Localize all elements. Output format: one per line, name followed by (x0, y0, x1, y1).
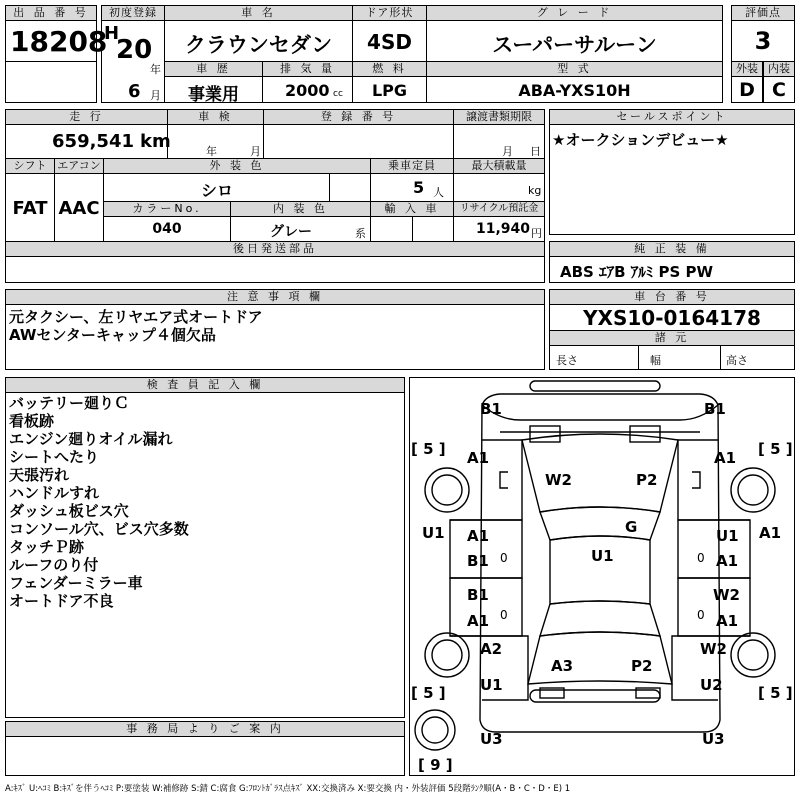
damage-a2-left-rear: A2 (480, 640, 503, 658)
chassis-number: YXS10-0164178 (583, 306, 761, 330)
damage-p2-hood: P2 (636, 471, 658, 489)
max-load-label: 最大積載量 (453, 158, 545, 174)
spare-tire-shape (415, 710, 455, 750)
damage-u2-right-quarter: U2 (700, 676, 723, 694)
damage-b1-front-right: B1 (704, 400, 726, 418)
damage-a1-fender-right: A1 (714, 449, 737, 467)
tire-fr-inner (738, 475, 768, 505)
month-unit: 月 (150, 89, 161, 102)
damage-p2-trunk: P2 (631, 657, 653, 675)
headlight-left (530, 426, 560, 442)
door-type: 4SD (367, 30, 412, 54)
era: H (104, 23, 120, 44)
car-name-label: 車 名 (164, 5, 353, 21)
inspector-line: ルーフのり付 (9, 556, 99, 574)
lot-number: 18208 (10, 25, 108, 58)
color-no: 040 (152, 221, 182, 237)
inspector-line: タッチＰ跡 (9, 538, 85, 556)
year-unit: 年 (150, 63, 161, 76)
history: 事業用 (188, 85, 239, 105)
office-label: 事 務 局 よ り ご 案 内 (5, 721, 405, 737)
ext-color: シロ (200, 181, 233, 200)
inspector-line: エンジン廻りオイル漏れ (9, 430, 173, 448)
front-bumper-shape (530, 381, 660, 391)
door-mark: 0 (697, 551, 705, 565)
inspector-line: シートへたり (9, 448, 100, 466)
transfer-label: 譲渡書類期限 (453, 109, 545, 125)
damage-w2-right-rear-door: W2 (713, 586, 740, 604)
damage-w2-right-rear: W2 (700, 640, 727, 658)
first-reg-label: 初度登録 (101, 5, 165, 21)
note-line: 元タクシー、左リヤエア式オートドア (9, 308, 263, 326)
grade: スーパーサルーン (492, 33, 657, 57)
sales-point: ★オークションデビュー★ (552, 131, 729, 149)
inspector-line: ダッシュ板ビス穴 (9, 502, 129, 520)
width-label: 幅 (650, 354, 661, 367)
damage-u1-right-front-door-upper: U1 (716, 527, 739, 545)
dims-label: 諸 元 (549, 330, 795, 346)
note-line: AWセンターキャップ４個欠品 (9, 326, 216, 344)
int-color: グレー (270, 224, 312, 240)
tire-tread-front-right: [ 5 ] (758, 440, 793, 458)
shift: FAT (12, 198, 48, 219)
damage-b1-front-left: B1 (480, 400, 502, 418)
recycle-label: リサイクル預託金 (453, 201, 545, 217)
damage-u3-rear-right: U3 (702, 730, 725, 748)
exterior-score: D (739, 79, 755, 101)
legend-text: A:ｷｽﾞ U:ﾍｺﾐ B:ｷｽﾞを伴うﾍｺﾐ P:要塗装 W:補修跡 S:錆 C:腐食 G:ﾌﾛﾝﾄｶﾞﾗｽ点ｷｽﾞ XX:交換済み X:要交換 内・外装評価 5段階ﾗﾝｸ順(A・B・C・D・E) 1 (5, 784, 571, 794)
mileage-label: 走 行 (5, 109, 168, 125)
transfer-day-unit: 日 (530, 145, 541, 158)
door-label: ドア形状 (352, 5, 427, 21)
inspector-line: オートドア不良 (9, 592, 114, 610)
ac-label: エアコン (54, 158, 104, 174)
car-name: クラウンセダン (184, 33, 333, 57)
inspector-line: バッテリー廻りＣ (9, 394, 130, 412)
damage-g-windshield: G (625, 518, 638, 536)
insp-year-unit: 年 (206, 145, 217, 158)
capacity: 5 (413, 178, 425, 197)
history-label: 車 歴 (164, 61, 263, 77)
sales-point-label: セールスポイント (549, 109, 795, 125)
displacement: 2000 (285, 81, 330, 100)
inspector-line: フェンダーミラー車 (9, 574, 143, 592)
damage-a1-right-outer: A1 (759, 524, 782, 542)
lot-number-label: 出 品 番 号 (5, 5, 97, 21)
capacity-label: 乗車定員 (370, 158, 454, 174)
inspector-line: ハンドルすれ (9, 484, 100, 502)
shift-label: シフト (5, 158, 55, 174)
ext-color-label: 外 装 色 (103, 158, 371, 174)
damage-b1-left-front-door: B1 (467, 552, 489, 570)
int-color-label: 内 装 色 (230, 201, 371, 217)
height-label: 高さ (726, 354, 748, 367)
right-front-door (678, 520, 750, 578)
damage-u3-rear-left: U3 (480, 730, 503, 748)
tire-tread-rear-right: [ 5 ] (758, 684, 793, 702)
damage-a1-right-rear-door: A1 (716, 612, 739, 630)
model: ABA-YXS10H (518, 81, 631, 100)
inspection-label: 車 検 (167, 109, 264, 125)
later-parts-label: 後日発送部品 (5, 241, 545, 257)
max-load-unit: kg (528, 184, 542, 197)
tire-tread-rear-left: [ 5 ] (411, 684, 446, 702)
score-label: 評価点 (731, 5, 795, 21)
damage-a3-trunk: A3 (551, 657, 574, 675)
damage-u1-left-quarter: U1 (480, 676, 503, 694)
color-no-label: カラーNo. (103, 201, 231, 217)
mirror-left (500, 472, 508, 488)
length-label: 長さ (556, 354, 578, 367)
mirror-right (692, 472, 700, 488)
damage-u1-roof: U1 (591, 547, 614, 565)
score: 3 (754, 27, 772, 55)
rear-bumper-shape (530, 690, 660, 702)
reg-year: 20 (116, 35, 153, 65)
fuel: LPG (371, 81, 408, 100)
inspector-line: コンソール穴、ビス穴多数 (9, 520, 189, 538)
damage-a1-fender-left: A1 (467, 449, 490, 467)
equipment: ABS ｴｱB ｱﾙﾐ PS PW (560, 263, 714, 281)
ac: AAC (58, 198, 100, 219)
recycle-unit: 円 (531, 227, 542, 240)
model-label: 型 式 (426, 61, 723, 77)
equipment-label: 純 正 装 備 (549, 241, 795, 257)
damage-a1-right-front-door: A1 (716, 552, 739, 570)
reg-no-label: 登 録 番 号 (263, 109, 454, 125)
inspector-line: 看板跡 (9, 412, 55, 430)
capacity-unit: 人 (433, 186, 444, 199)
tire-rl-inner (432, 640, 462, 670)
damage-w2-hood: W2 (545, 471, 572, 489)
tire-tread-front-left: [ 5 ] (411, 440, 446, 458)
mileage: 659,541 (52, 131, 134, 152)
damage-u1-left-side: U1 (422, 524, 445, 542)
interior-label: 内装 (763, 61, 795, 77)
damage-a1-left-rear-door: A1 (467, 612, 490, 630)
door-mark: 0 (500, 608, 508, 622)
recycle: 11,940 (475, 221, 530, 237)
inspector-label: 検 査 員 記 入 欄 (5, 377, 405, 393)
damage-a1-left-front-door: A1 (467, 527, 490, 545)
int-color-unit: 系 (355, 227, 366, 240)
fuel-label: 燃 料 (352, 61, 427, 77)
headlight-right (630, 426, 660, 442)
mileage-unit: km (140, 131, 171, 152)
insp-month-unit: 月 (250, 145, 261, 158)
windshield-shape (540, 507, 660, 540)
spare-tire-inner (422, 717, 448, 743)
door-mark: 0 (500, 551, 508, 565)
front-section (482, 405, 718, 432)
damage-b1-left-rear-door: B1 (467, 586, 489, 604)
transfer-month-unit: 月 (502, 145, 513, 158)
tire-tread-spare: [ 9 ] (418, 756, 453, 774)
door-mark: 0 (697, 608, 705, 622)
interior-score: C (772, 79, 786, 101)
import-label: 輸 入 車 (370, 201, 454, 217)
displacement-label: 排 気 量 (262, 61, 353, 77)
tire-fl-inner (432, 475, 462, 505)
chassis-label: 車 台 番 号 (549, 289, 795, 305)
rear-window-shape (540, 601, 660, 636)
inspector-line: 天張汚れ (9, 466, 70, 484)
reg-month: 6 (128, 81, 141, 102)
displacement-unit: cc (333, 89, 343, 99)
tire-rr-inner (738, 640, 768, 670)
notes-label: 注 意 事 項 欄 (5, 289, 545, 305)
grade-label: グ レ ー ド (426, 5, 723, 21)
exterior-label: 外装 (731, 61, 763, 77)
